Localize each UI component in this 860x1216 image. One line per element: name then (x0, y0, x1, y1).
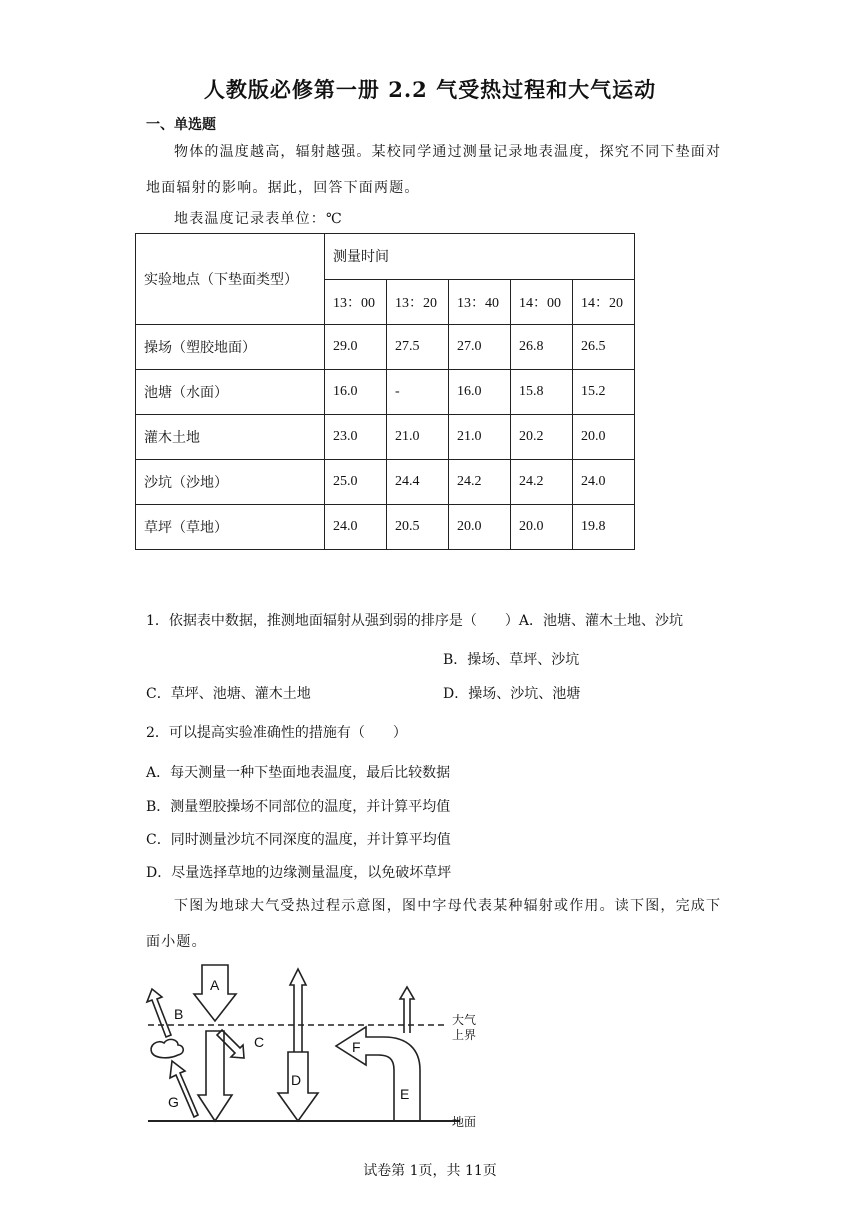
label-d: D (291, 1072, 302, 1088)
table-row (136, 505, 635, 550)
table-row (136, 370, 635, 415)
table-row (136, 325, 635, 370)
value-cell: 24.0 (573, 460, 635, 505)
question-1-option-c: C．草坪、池塘、灌木土地 (146, 686, 311, 702)
section-heading: 一、单选题 (146, 117, 216, 133)
arrow-c (217, 1030, 244, 1058)
value-cell: 20.0 (449, 505, 511, 550)
value-cell: 20.2 (511, 415, 573, 460)
value-cell: 16.0 (325, 370, 387, 415)
question-2-option-b: B．测量塑胶操场不同部位的温度，并计算平均值 (146, 799, 451, 815)
page-footer: 试卷第 1页，共 11页 (363, 1163, 497, 1179)
intro-paragraph-line1: 物体的温度越高，辐射越强。某校同学通过测量记录地表温度，探究不同下垫面对 (174, 144, 722, 160)
value-cell: 26.8 (511, 325, 573, 370)
value-cell: 24.2 (511, 460, 573, 505)
intro-paragraph-line2: 地面辐射的影响。据此，回答下面两题。 (146, 180, 420, 196)
value-cell: 15.2 (573, 370, 635, 415)
question-2-option-c: C．同时测量沙坑不同深度的温度，并计算平均值 (146, 832, 451, 848)
site-cell: 沙坑（沙地） (136, 460, 325, 505)
value-cell: 19.8 (573, 505, 635, 550)
arrow-e-f (336, 1027, 420, 1121)
question-2-stem: 2．可以提高实验准确性的措施有（ ） (146, 725, 407, 741)
label-ground: 地面 (452, 1115, 477, 1129)
value-cell: 15.8 (511, 370, 573, 415)
site-cell: 池塘（水面） (136, 370, 325, 415)
site-header: 实验地点（下垫面类型） (136, 234, 325, 325)
value-cell: 20.0 (573, 415, 635, 460)
arrow-a (194, 965, 236, 1021)
label-b: B (174, 1006, 184, 1022)
time-cell: 13：20 (387, 279, 449, 325)
value-cell: 21.0 (387, 415, 449, 460)
arrow-ground-radiation-space (290, 969, 306, 1052)
arrow-escape-right (400, 987, 414, 1033)
label-e: E (400, 1086, 410, 1102)
intro2-line2: 面小题。 (146, 934, 207, 950)
value-cell: 27.0 (449, 325, 511, 370)
page-title: 人教版必修第一册 2.2 气受热过程和大气运动 (203, 77, 657, 102)
question-1-stem: 1．依据表中数据，推测地面辐射从强到弱的排序是（ ）A．池塘、灌木土地、沙坑 (146, 613, 684, 629)
value-cell: 27.5 (387, 325, 449, 370)
value-cell: 26.5 (573, 325, 635, 370)
question-1-option-d: D．操场、沙坑、池塘 (443, 686, 581, 702)
label-upper-bound-1: 大气 (452, 1013, 477, 1027)
site-cell: 操场（塑胶地面） (136, 325, 325, 370)
value-cell: 29.0 (325, 325, 387, 370)
temperature-table (135, 233, 635, 550)
cloud-icon (151, 1039, 183, 1057)
intro2-line1: 下图为地球大气受热过程示意图，图中字母代表某种辐射或作用。读下图，完成下 (174, 898, 722, 914)
value-cell: 16.0 (449, 370, 511, 415)
label-c: C (254, 1034, 265, 1050)
table-row (136, 460, 635, 505)
value-cell: 20.5 (387, 505, 449, 550)
time-cell: 13：00 (325, 279, 387, 325)
site-cell: 草坪（草地） (136, 505, 325, 550)
label-a: A (210, 977, 220, 993)
label-g: G (168, 1094, 179, 1110)
arrow-b (147, 989, 171, 1037)
table-caption: 地表温度记录表单位：℃ (174, 211, 343, 227)
value-cell: 24.0 (325, 505, 387, 550)
value-cell: 21.0 (449, 415, 511, 460)
value-cell: 23.0 (325, 415, 387, 460)
question-2-option-d: D．尽量选择草地的边缘测量温度，以免破坏草坪 (146, 865, 452, 881)
value-cell: 24.4 (387, 460, 449, 505)
time-cell: 14：20 (573, 279, 635, 325)
time-header: 测量时间 (325, 234, 635, 280)
atmosphere-heating-diagram (130, 955, 490, 1140)
table-row (136, 415, 635, 460)
value-cell: 24.2 (449, 460, 511, 505)
value-cell: - (387, 370, 449, 415)
time-cell: 13：40 (449, 279, 511, 325)
label-f: F (352, 1039, 361, 1055)
time-cell: 14：00 (511, 279, 573, 325)
value-cell: 25.0 (325, 460, 387, 505)
value-cell: 20.0 (511, 505, 573, 550)
label-upper-bound-2: 上界 (452, 1028, 477, 1042)
question-1-option-b: B．操场、草坪、沙坑 (443, 652, 580, 668)
site-cell: 灌木土地 (136, 415, 325, 460)
question-2-option-a: A．每天测量一种下垫面地表温度，最后比较数据 (146, 765, 451, 781)
